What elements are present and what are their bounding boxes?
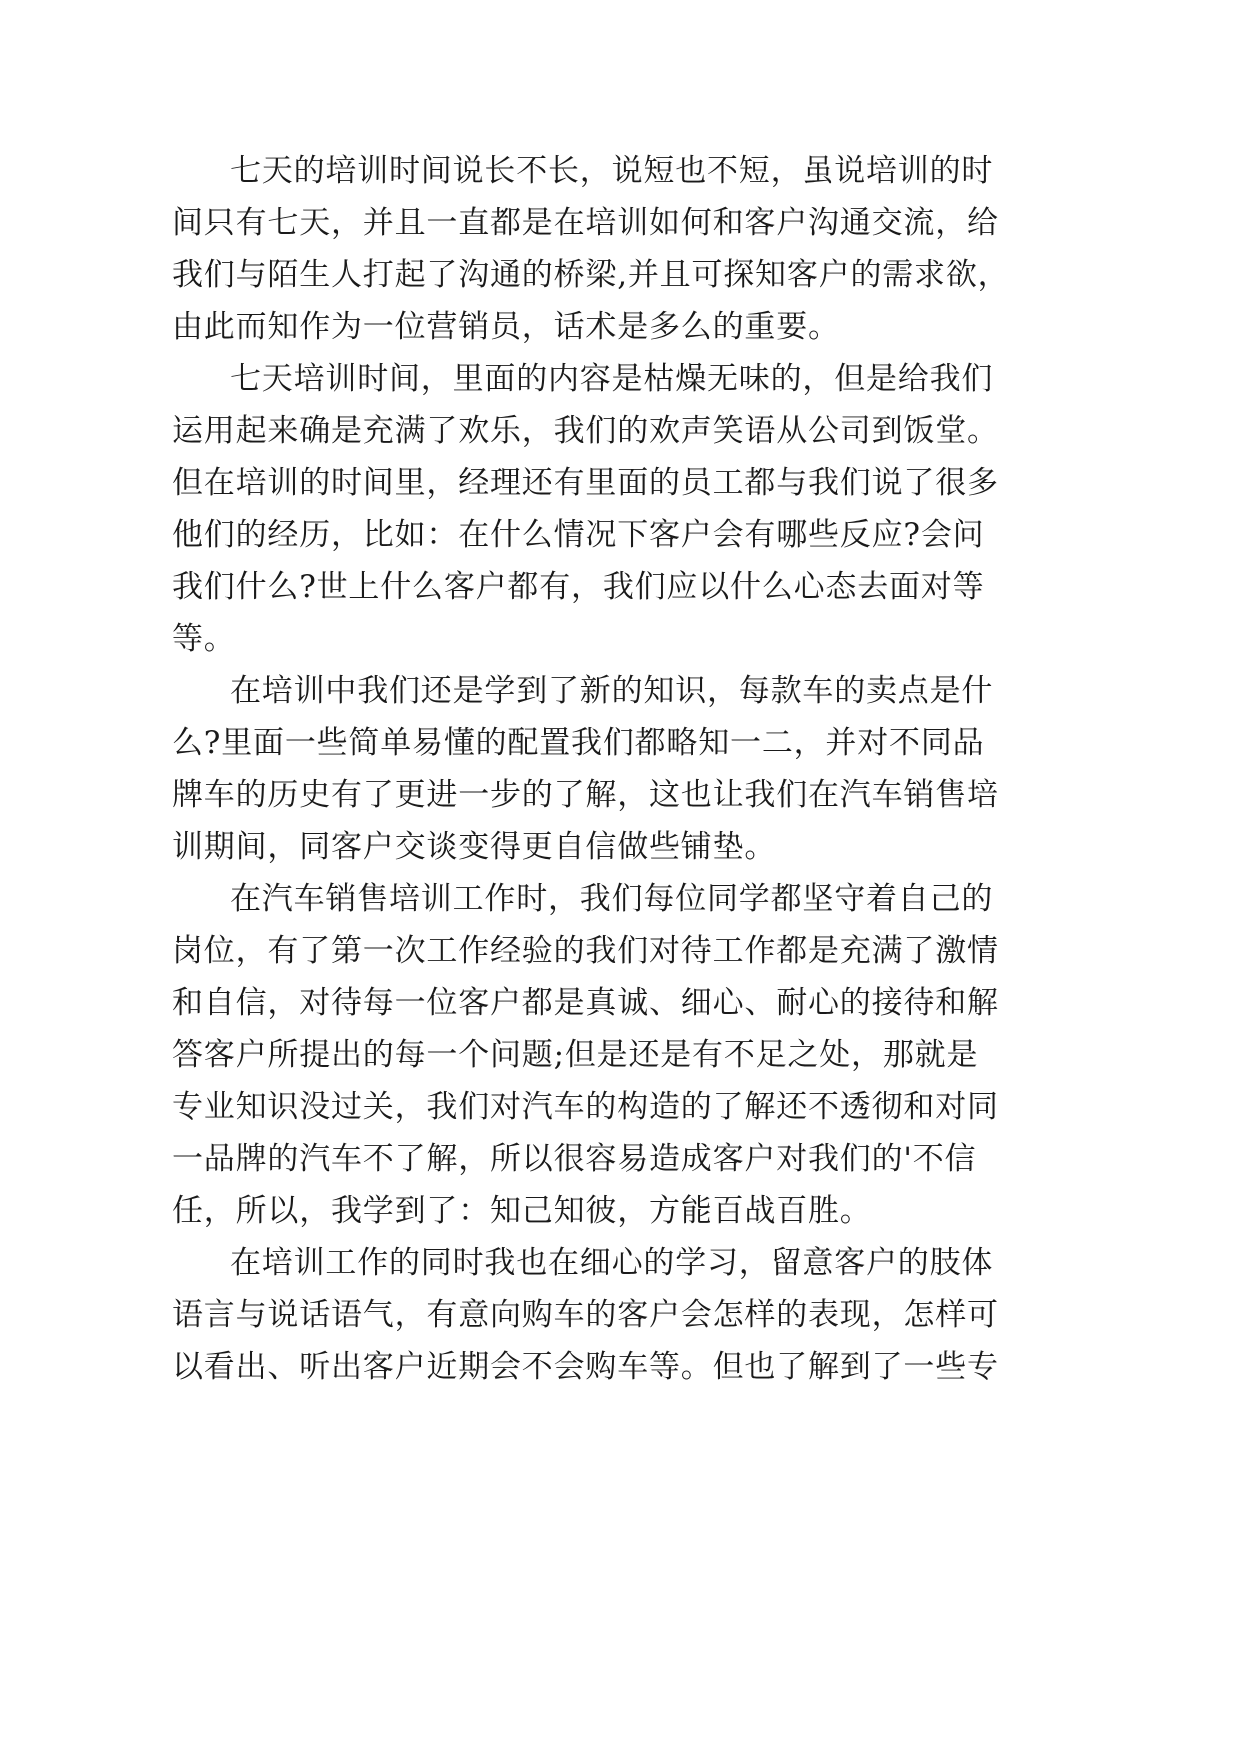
paragraph-4-line-6: 一品牌的汽车不了解，所以很容易造成客户对我们的'不信 (172, 1141, 977, 1177)
paragraph-2-line-3: 但在培训的时间里，经理还有里面的员工都与我们说了很多 (172, 465, 999, 501)
paragraph-2-line-1: 七天培训时间，里面的内容是枯燥无味的，但是给我们 (230, 361, 994, 397)
paragraph-4-line-1: 在汽车销售培训工作时，我们每位同学都坚守着自己的 (230, 881, 994, 917)
paragraph-4-line-7: 任，所以，我学到了：知己知彼，方能百战百胜。 (172, 1193, 872, 1229)
paragraph-3-line-4: 训期间，同客户交谈变得更自信做些铺垫。 (172, 829, 777, 865)
paragraph-4-line-5: 专业知识没过关，我们对汽车的构造的了解还不透彻和对同 (172, 1089, 999, 1125)
paragraph-2-line-5: 我们什么?世上什么客户都有，我们应以什么心态去面对等 (172, 569, 985, 605)
paragraph-4-line-4: 答客户所提出的每一个问题;但是还是有不足之处，那就是 (172, 1037, 979, 1073)
paragraph-3-line-3: 牌车的历史有了更进一步的了解，这也让我们在汽车销售培 (172, 777, 999, 813)
paragraph-5-line-3: 以看出、听出客户近期会不会购车等。但也了解到了一些专 (172, 1349, 999, 1385)
paragraph-5-line-2: 语言与说话语气，有意向购车的客户会怎样的表现，怎样可 (172, 1297, 999, 1333)
paragraph-1-line-4: 由此而知作为一位营销员，话术是多么的重要。 (172, 309, 840, 345)
paragraph-4-line-3: 和自信，对待每一位客户都是真诚、细心、耐心的接待和解 (172, 985, 999, 1021)
paragraph-2-line-6: 等。 (172, 621, 236, 657)
paragraph-5-line-1: 在培训工作的同时我也在细心的学习，留意客户的肢体 (230, 1245, 994, 1281)
paragraph-3-line-2: 么?里面一些简单易懂的配置我们都略知一二，并对不同品 (172, 725, 985, 761)
paragraph-1-line-3: 我们与陌生人打起了沟通的桥梁,并且可探知客户的需求欲， (172, 257, 1010, 293)
paragraph-1-line-2: 间只有七天，并且一直都是在培训如何和客户沟通交流，给 (172, 205, 999, 241)
paragraph-4-line-2: 岗位，有了第一次工作经验的我们对待工作都是充满了激情 (172, 933, 999, 969)
paragraph-1-line-1: 七天的培训时间说长不长，说短也不短，虽说培训的时 (230, 153, 994, 189)
paragraph-2-line-4: 他们的经历，比如：在什么情况下客户会有哪些反应?会问 (172, 517, 985, 553)
paragraph-3-line-1: 在培训中我们还是学到了新的知识，每款车的卖点是什 (230, 673, 994, 709)
paragraph-2-line-2: 运用起来确是充满了欢乐，我们的欢声笑语从公司到饭堂。 (172, 413, 999, 449)
